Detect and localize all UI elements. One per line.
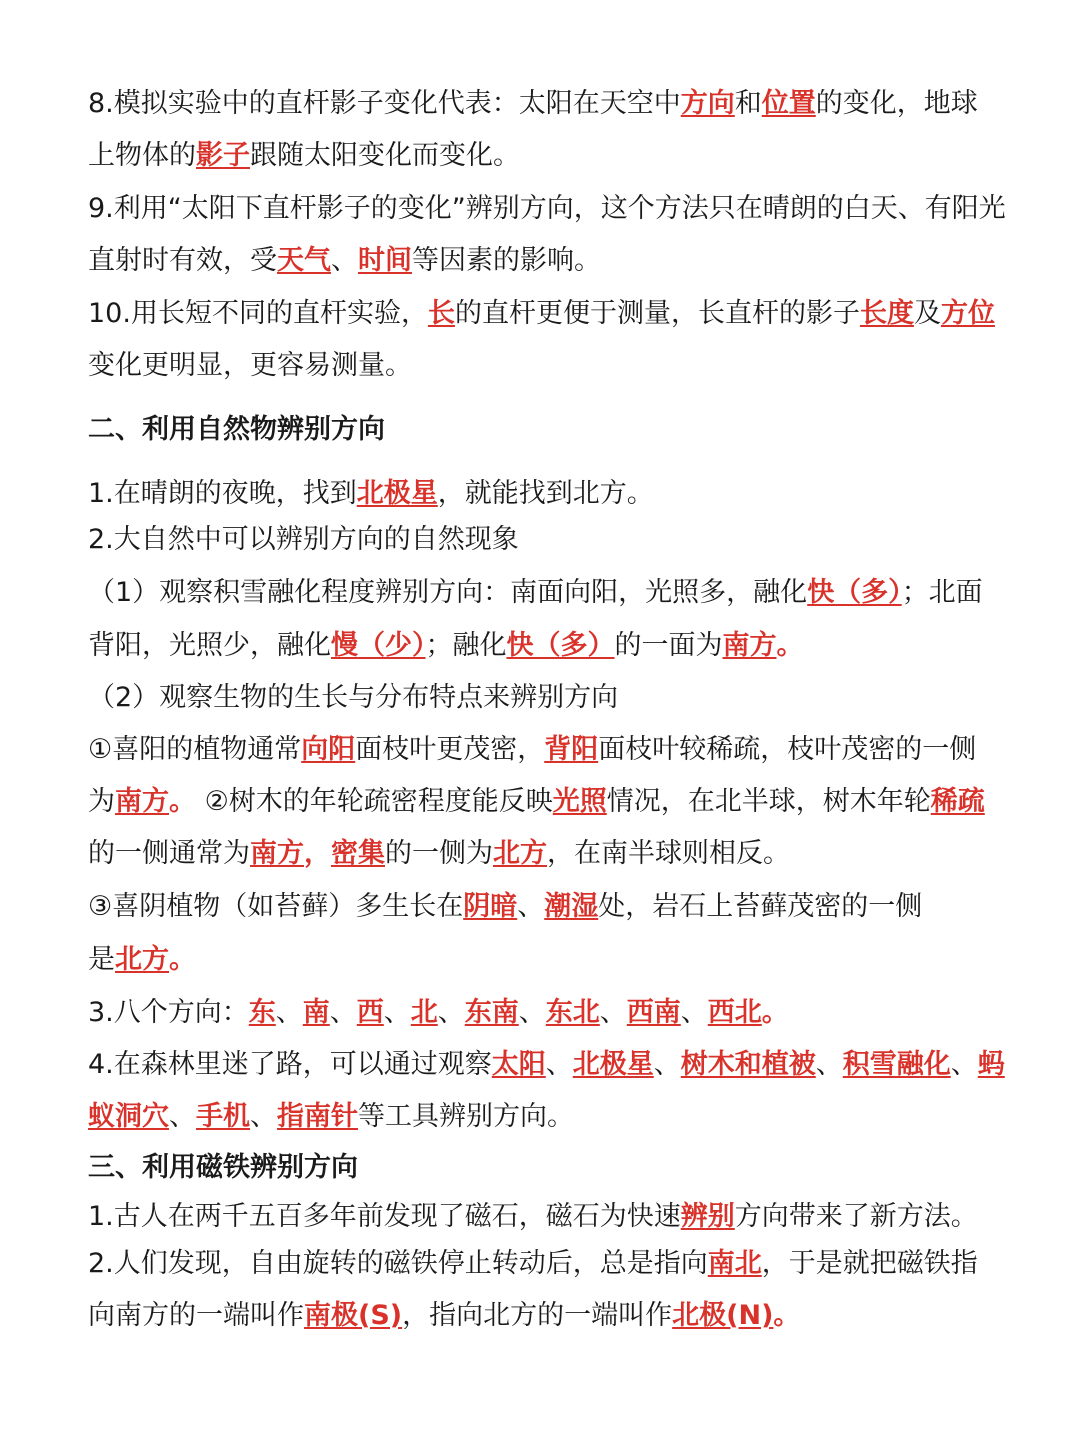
text-run: 4.在森林里迷了路，可以通过观察 — [88, 1049, 492, 1080]
text-run: 1.在晴朗的夜晚，找到 — [88, 478, 357, 509]
keyword: 方向 — [680, 88, 735, 119]
text-run: 的一侧通常为 — [88, 838, 250, 869]
section-heading-natural-objects: 二、利用自然物辨别方向 — [88, 414, 385, 445]
section-heading-magnet: 三、利用磁铁辨别方向 — [88, 1152, 358, 1183]
text-run: 和 — [734, 88, 762, 119]
text-run: 方向带来了新方法。 — [734, 1201, 978, 1232]
text-run: 、 — [169, 1101, 196, 1132]
text-line — [88, 86, 1020, 122]
text-run: ；融化 — [425, 630, 507, 661]
text-run: ，指向北方的一端叫作 — [402, 1300, 673, 1331]
text-run: 向南方的一端叫作 — [88, 1300, 304, 1331]
keyword: 辨别 — [680, 1201, 735, 1232]
text-line — [88, 191, 1020, 227]
keyword: 影子 — [196, 140, 250, 171]
text-line — [88, 1298, 1020, 1334]
accent-punctuation: 。 — [169, 944, 196, 975]
text-run: 的一面为 — [614, 630, 723, 661]
text-run: ②树木的年轮疏密程度能反映 — [196, 786, 553, 817]
keyword: 长度 — [859, 298, 914, 329]
text-line — [88, 476, 1020, 512]
text-line — [88, 942, 1020, 978]
text-run: 、 — [518, 997, 546, 1028]
text-line — [88, 348, 1020, 384]
keyword: 北方 — [493, 838, 547, 869]
keyword: 南方 — [115, 786, 169, 817]
text-line — [88, 575, 1020, 611]
text-run: 、 — [517, 891, 545, 922]
text-run: 、 — [250, 1101, 277, 1132]
keyword: 向阳 — [301, 734, 356, 765]
keyword: 北极星 — [572, 1049, 654, 1080]
text-run: ，就能找到北方。 — [437, 478, 654, 509]
text-run: 8.模拟实验中的直杆影子变化代表：太阳在天空中 — [88, 88, 681, 119]
keyword: 南方 — [722, 630, 777, 661]
keyword: 背阳 — [544, 734, 599, 765]
text-run: 的变化，地球 — [815, 88, 978, 119]
text-line — [88, 995, 1020, 1031]
keyword: 东北 — [545, 997, 600, 1028]
keyword: 慢（少） — [331, 630, 426, 661]
keyword: 东南 — [464, 997, 519, 1028]
text-run: 的直杆更便于测量，长直杆的影子 — [454, 298, 860, 329]
text-run: 上物体的 — [88, 140, 196, 171]
keyword: 潮湿 — [544, 891, 599, 922]
accent-punctuation: 。 — [776, 630, 804, 661]
text-line — [88, 1047, 1020, 1083]
keyword: 北 — [410, 997, 438, 1028]
text-run: 背阳，光照少，融化 — [88, 630, 331, 661]
keyword: 积雪融化 — [842, 1049, 951, 1080]
keyword: 快（多） — [807, 577, 902, 608]
text-run: 情况，在北半球，树木年轮 — [606, 786, 931, 817]
text-run: 、 — [680, 997, 708, 1028]
keyword: 阴暗 — [463, 891, 518, 922]
text-line — [88, 732, 1020, 768]
text-line — [88, 138, 1020, 174]
text-run: 、 — [950, 1049, 978, 1080]
text-run: 面枝叶较稀疏，枝叶茂密的一侧 — [598, 734, 977, 765]
text-line — [88, 1099, 1020, 1135]
text-run: 、 — [331, 245, 358, 276]
text-line — [88, 680, 1020, 716]
text-run: 、 — [329, 997, 357, 1028]
text-run: ；北面 — [901, 577, 983, 608]
text-run: 、 — [275, 997, 303, 1028]
text-run: 、 — [545, 1049, 573, 1080]
text-line — [88, 522, 1020, 558]
keyword: 密集 — [331, 838, 385, 869]
accent-punctuation: 。 — [773, 1300, 801, 1331]
keyword: 稀疏 — [930, 786, 985, 817]
keyword: 东 — [248, 997, 276, 1028]
text-run: ③喜阴植物（如苔藓）多生长在 — [88, 891, 464, 922]
text-run: 为 — [88, 786, 115, 817]
text-run: 变化更明显，更容易测量。 — [88, 350, 412, 381]
text-line — [88, 296, 1020, 332]
keyword: 光照 — [552, 786, 607, 817]
text-run: （2）观察生物的生长与分布特点来辨别方向 — [88, 682, 619, 713]
keyword: 太阳 — [491, 1049, 546, 1080]
keyword: 方位 — [940, 298, 995, 329]
keyword: 蚂 — [977, 1049, 1005, 1080]
keyword: 南 — [302, 997, 330, 1028]
text-run: 直射时有效，受 — [88, 245, 277, 276]
keyword: 快（多） — [506, 630, 615, 661]
text-run: 的一侧为 — [385, 838, 493, 869]
text-run: 2.人们发现，自由旋转的磁铁停止转动后，总是指向 — [88, 1248, 708, 1279]
keyword: 北方 — [115, 944, 169, 975]
keyword: 西北 — [707, 997, 762, 1028]
text-run: 、 — [653, 1049, 681, 1080]
keyword: 北极星 — [356, 478, 438, 509]
text-line — [88, 836, 1020, 872]
text-run: ①喜阳的植物通常 — [88, 734, 302, 765]
text-run: 1.古人在两千五百多年前发现了磁石，磁石为快速 — [88, 1201, 681, 1232]
text-run: 9.利用“太阳下直杆影子的变化”辨别方向，这个方法只在晴朗的白天、有阳光 — [88, 193, 1006, 224]
text-run: 是 — [88, 944, 115, 975]
accent-punctuation: 。 — [761, 997, 789, 1028]
keyword: 西南 — [626, 997, 681, 1028]
keyword: 时间 — [358, 245, 412, 276]
keyword: 手机 — [196, 1101, 250, 1132]
text-run: ，于是就把磁铁指 — [761, 1248, 978, 1279]
text-run: 、 — [437, 997, 465, 1028]
text-run: 、 — [599, 997, 627, 1028]
text-run: 、 — [383, 997, 411, 1028]
text-run: 3.八个方向： — [88, 997, 249, 1028]
text-run: 10.用长短不同的直杆实验， — [88, 298, 428, 329]
text-run: 、 — [815, 1049, 843, 1080]
text-line — [88, 889, 1020, 925]
text-line — [88, 1199, 1020, 1235]
keyword: 蚁洞穴 — [88, 1101, 169, 1132]
text-line — [88, 784, 1020, 820]
text-run: ，在南半球则相反。 — [547, 838, 790, 869]
keyword: 长 — [427, 298, 455, 329]
keyword: 树木和植被 — [680, 1049, 816, 1080]
text-run: 等因素的影响。 — [412, 245, 601, 276]
accent-punctuation: 。 — [169, 786, 196, 817]
keyword: 北极(N) — [672, 1300, 774, 1331]
text-line — [88, 1246, 1020, 1282]
text-run: 跟随太阳变化而变化。 — [250, 140, 520, 171]
text-run: 及 — [913, 298, 941, 329]
text-run: 处，岩石上苔藓茂密的一侧 — [598, 891, 923, 922]
text-run: 面枝叶更茂密， — [355, 734, 545, 765]
accent-punctuation: ， — [304, 838, 331, 869]
keyword: 南极(S) — [304, 1300, 403, 1331]
text-run: 2.大自然中可以辨别方向的自然现象 — [88, 524, 519, 555]
keyword: 位置 — [761, 88, 816, 119]
keyword: 南北 — [707, 1248, 762, 1279]
text-run: 等工具辨别方向。 — [358, 1101, 574, 1132]
keyword: 指南针 — [277, 1101, 358, 1132]
keyword: 西 — [356, 997, 384, 1028]
text-line — [88, 628, 1020, 664]
text-run: （1）观察积雪融化程度辨别方向：南面向阳，光照多，融化 — [88, 577, 808, 608]
keyword: 南方 — [250, 838, 304, 869]
keyword: 天气 — [277, 245, 331, 276]
text-line — [88, 243, 1020, 279]
